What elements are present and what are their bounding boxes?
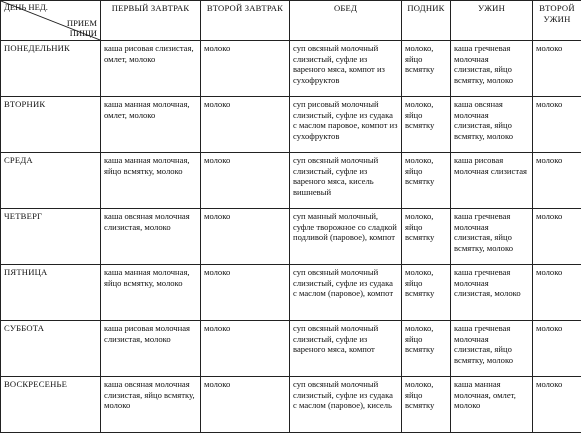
meal-cell-snack: молоко, яйцо всмятку [402, 97, 451, 153]
meal-cell-second-dinner: молоко [533, 377, 581, 433]
day-cell: ВТОРНИК [1, 97, 101, 153]
meal-cell-second-breakfast: молоко [201, 265, 290, 321]
meal-cell-second-breakfast: молоко [201, 153, 290, 209]
meal-cell-snack: молоко, яйцо всмятку [402, 41, 451, 97]
meal-cell-snack: молоко, яйцо всмятку [402, 265, 451, 321]
column-header-dinner: УЖИН [451, 1, 533, 41]
day-cell: ЧЕТВЕРГ [1, 209, 101, 265]
table-row [1, 41, 581, 97]
corner-meal-label-line-2: ПИЩИ [70, 28, 97, 38]
corner-meal-label-line-1: ПРИЕМ [67, 18, 97, 28]
meal-cell-second-dinner: молоко [533, 321, 581, 377]
meal-cell-second-breakfast: молоко [201, 97, 290, 153]
column-header-lunch: ОБЕД [290, 1, 402, 41]
header-row [1, 1, 581, 41]
meal-cell-first-breakfast: каша рисовая слизистая, омлет, молоко [101, 41, 201, 97]
meal-cell-second-dinner: молоко [533, 153, 581, 209]
meal-cell-dinner: каша рисовая молочная слизистая [451, 153, 533, 209]
meal-cell-snack: молоко, яйцо всмятку [402, 153, 451, 209]
meal-cell-second-dinner: молоко [533, 209, 581, 265]
meal-cell-snack: молоко, яйцо всмятку [402, 321, 451, 377]
meal-cell-first-breakfast: каша овсяная молочная слизистая, молоко [101, 209, 201, 265]
meal-cell-first-breakfast: каша манная молочная, яйцо всмятку, молоко [101, 265, 201, 321]
meal-cell-second-breakfast: молоко [201, 209, 290, 265]
corner-day-label: ДЕНЬ НЕД. [4, 2, 48, 13]
table-row [1, 265, 581, 321]
meal-cell-snack: молоко, яйцо всмятку [402, 209, 451, 265]
meal-cell-lunch: суп овсяный молочный слизистый, суфле из судака с маслом (паровое), компот [290, 265, 402, 321]
day-cell: ПЯТНИЦА [1, 265, 101, 321]
meal-cell-dinner: каша гречневая молочная слизистая, яйцо всмятку, молоко [451, 41, 533, 97]
meal-cell-lunch: суп овсяный молочный слизистый, суфле из судака с маслом (паровое), кисель [290, 377, 402, 433]
column-header-second-dinner: ВТОРОЙ УЖИН [533, 1, 581, 41]
meal-cell-second-breakfast: молоко [201, 41, 290, 97]
meal-cell-lunch: суп овсяный молочный слизистый, суфле из вареного мяса, компот из сухофруктов [290, 41, 402, 97]
meal-cell-dinner: каша овсяная молочная слизистая, яйцо всмятку, молоко [451, 97, 533, 153]
meal-cell-first-breakfast: каша манная молочная, яйцо всмятку, молоко [101, 153, 201, 209]
day-cell: ВОСКРЕСЕНЬЕ [1, 377, 101, 433]
table-row [1, 153, 581, 209]
column-header-first-breakfast: ПЕРВЫЙ ЗАВТРАК [101, 1, 201, 41]
corner-header-cell [1, 1, 101, 41]
meal-cell-lunch: суп рисовый молочный слизистый, суфле из судака с маслом паровое, компот из сухофруктов [290, 97, 402, 153]
corner-meal-label [67, 18, 97, 38]
day-cell: ПОНЕДЕЛЬНИК [1, 41, 101, 97]
meal-cell-second-dinner: молоко [533, 97, 581, 153]
meal-cell-snack: молоко, яйцо всмятку [402, 377, 451, 433]
meal-cell-first-breakfast: каша манная молочная, омлет, молоко [101, 97, 201, 153]
meal-cell-second-dinner: молоко [533, 41, 581, 97]
meal-cell-dinner: каша манная молочная, омлет, молоко [451, 377, 533, 433]
day-cell: СУББОТА [1, 321, 101, 377]
meal-cell-first-breakfast: каша овсяная молочная слизистая, яйцо всмятку, молоко [101, 377, 201, 433]
meal-cell-lunch: суп манный молочный, суфле творожное со сладкой подливой (паровое), компот [290, 209, 402, 265]
table-row [1, 209, 581, 265]
meal-cell-dinner: каша гречневая молочная слизистая, яйцо всмятку, молоко [451, 321, 533, 377]
day-cell: СРЕДА [1, 153, 101, 209]
meal-cell-dinner: каша гречневая молочная слизистая, яйцо всмятку, молоко [451, 209, 533, 265]
table-row [1, 377, 581, 433]
meal-cell-dinner: каша гречневая молочная слизистая, молоко [451, 265, 533, 321]
column-header-second-breakfast: ВТОРОЙ ЗАВТРАК [201, 1, 290, 41]
meal-cell-first-breakfast: каша рисовая молочная слизистая, молоко [101, 321, 201, 377]
table-row [1, 321, 581, 377]
table-body [1, 41, 581, 433]
meal-cell-second-breakfast: молоко [201, 377, 290, 433]
column-header-snack: ПОДНИК [402, 1, 451, 41]
meal-cell-lunch: суп овсяный молочный слизистый, суфле из вареного мяса, кисель вишневый [290, 153, 402, 209]
table-row [1, 97, 581, 153]
meal-cell-lunch: суп овсяный молочный слизистый, суфле из вареного мяса, компот [290, 321, 402, 377]
meal-cell-second-dinner: молоко [533, 265, 581, 321]
meal-cell-second-breakfast: молоко [201, 321, 290, 377]
